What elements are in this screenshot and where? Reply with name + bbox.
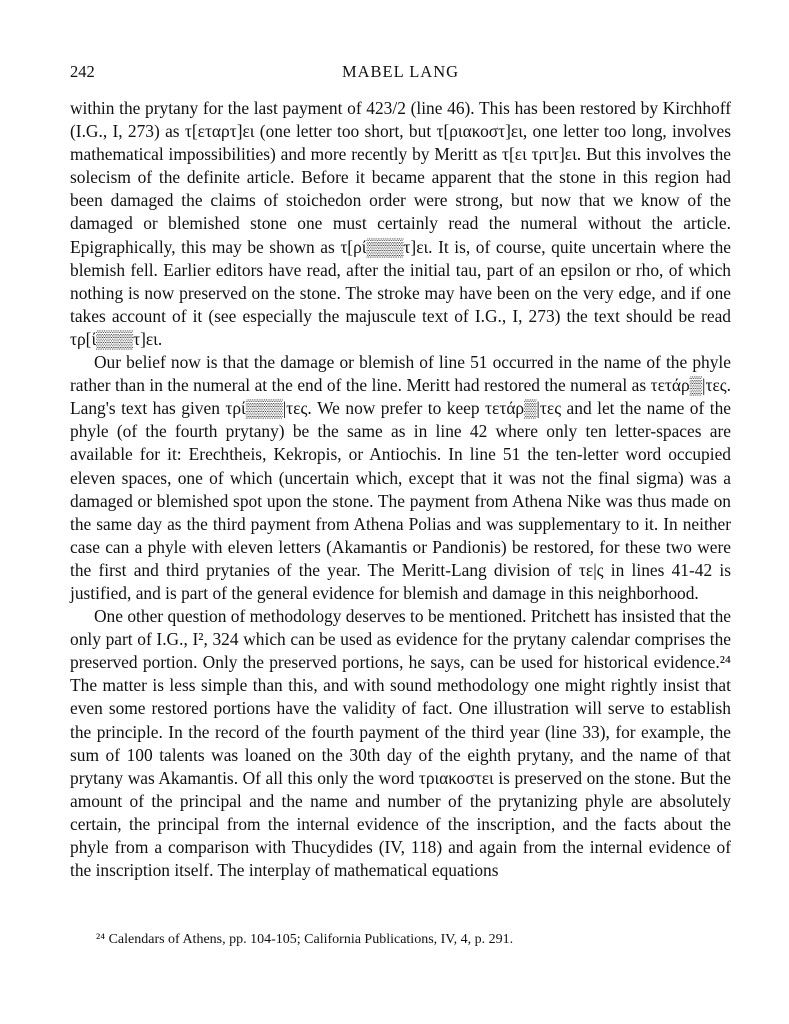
running-head: MABEL LANG [341,62,460,81]
paragraph-1: within the prytany for the last payment of 423/2 (line 46). This has been restored by Kirchhoff (I.G., I, 273) as τ[εταρτ]ει (one letter too short, but τ[ριακοστ]ει, one letter too long, involves mathematical impossibilities) and more recently by Meritt as τ[ει τριτ]ει. But this involves the solecism of the definite article. Before it became apparent that the stone in this region had been damaged the claims of stoichedon order were strong, but now that we know of the damaged or blemished stone one must certainly read the numeral without the article. Epigraphically, this may be shown as τ[ρί▒▒▒τ]ει. It is, of course, quite uncertain where the blemish fell. Earlier editors have read, after the initial tau, part of an epsilon or rho, of which nothing is now preserved on the stone. The stroke may have been on the very edge, and if one takes account of it (see especially the majuscule text of I.G., I, 273) the text should be read τρ[ί▒▒▒τ]ει. [70,98,731,349]
footnote-24: ²⁴ Calendars of Athens, pp. 104-105; California Publications, IV, 4, p. 291. [96,932,514,947]
page-number: 242 [70,62,95,81]
paragraph-2: Our belief now is that the damage or blemish of line 51 occurred in the name of the phyle rather than in the numeral at the end of the line. Meritt had restored the numeral as τετάρ▒|τες. Lang's text has given τρί▒▒▒|τες. We now prefer to keep τετάρ▒|τες and let the name of the phyle (of the fourth prytany) be the same as in line 42 where only ten letter-spaces are available for it: Erechtheis, Kekropis, or Antiochis. In line 51 the ten-letter word occupied eleven spaces, one of which (uncertain which, except that it was not the final sigma) was a damaged or blemished spot upon the stone. The payment from Athena Nike was thus made on the same day as the third payment from Athena Polias and was supplementary to it. In neither case can a phyle with eleven letters (Akamantis or Pandionis) be restored, for these two were the first and third prytanies of the year. The Meritt-Lang division of τε|ς in lines 41-42 is justified, and is part of the general evidence for blemish and damage in this neighborhood. [70,352,731,603]
body-text [70,97,731,882]
paragraph-3: One other question of methodology deserves to be mentioned. Pritchett has insisted that the only part of I.G., I², 324 which can be used as evidence for the prytany calendar comprises the preserved portion. Only the preserved portions, he says, can be used for historical evidence.²⁴ The matter is less simple than this, and with sound methodology one might rightly insist that even some restored portions have the validity of fact. One illustration will serve to establish the principle. In the record of the fourth payment of the third year (line 33), for example, the sum of 100 talents was loaned on the 30th day of the eighth prytany, and the name of that prytany was Akamantis. Of all this only the word τριακοστει is preserved on the stone. But the amount of the principal and the name and number of the prytanizing phyle are absolutely certain, the principal from the internal evidence of the inscription, and the facts about the phyle from a comparison with Thucydides (IV, 118) and again from the internal evidence of the inscription itself. The interplay of mathematical equations [70,606,731,881]
page-header [70,62,731,84]
